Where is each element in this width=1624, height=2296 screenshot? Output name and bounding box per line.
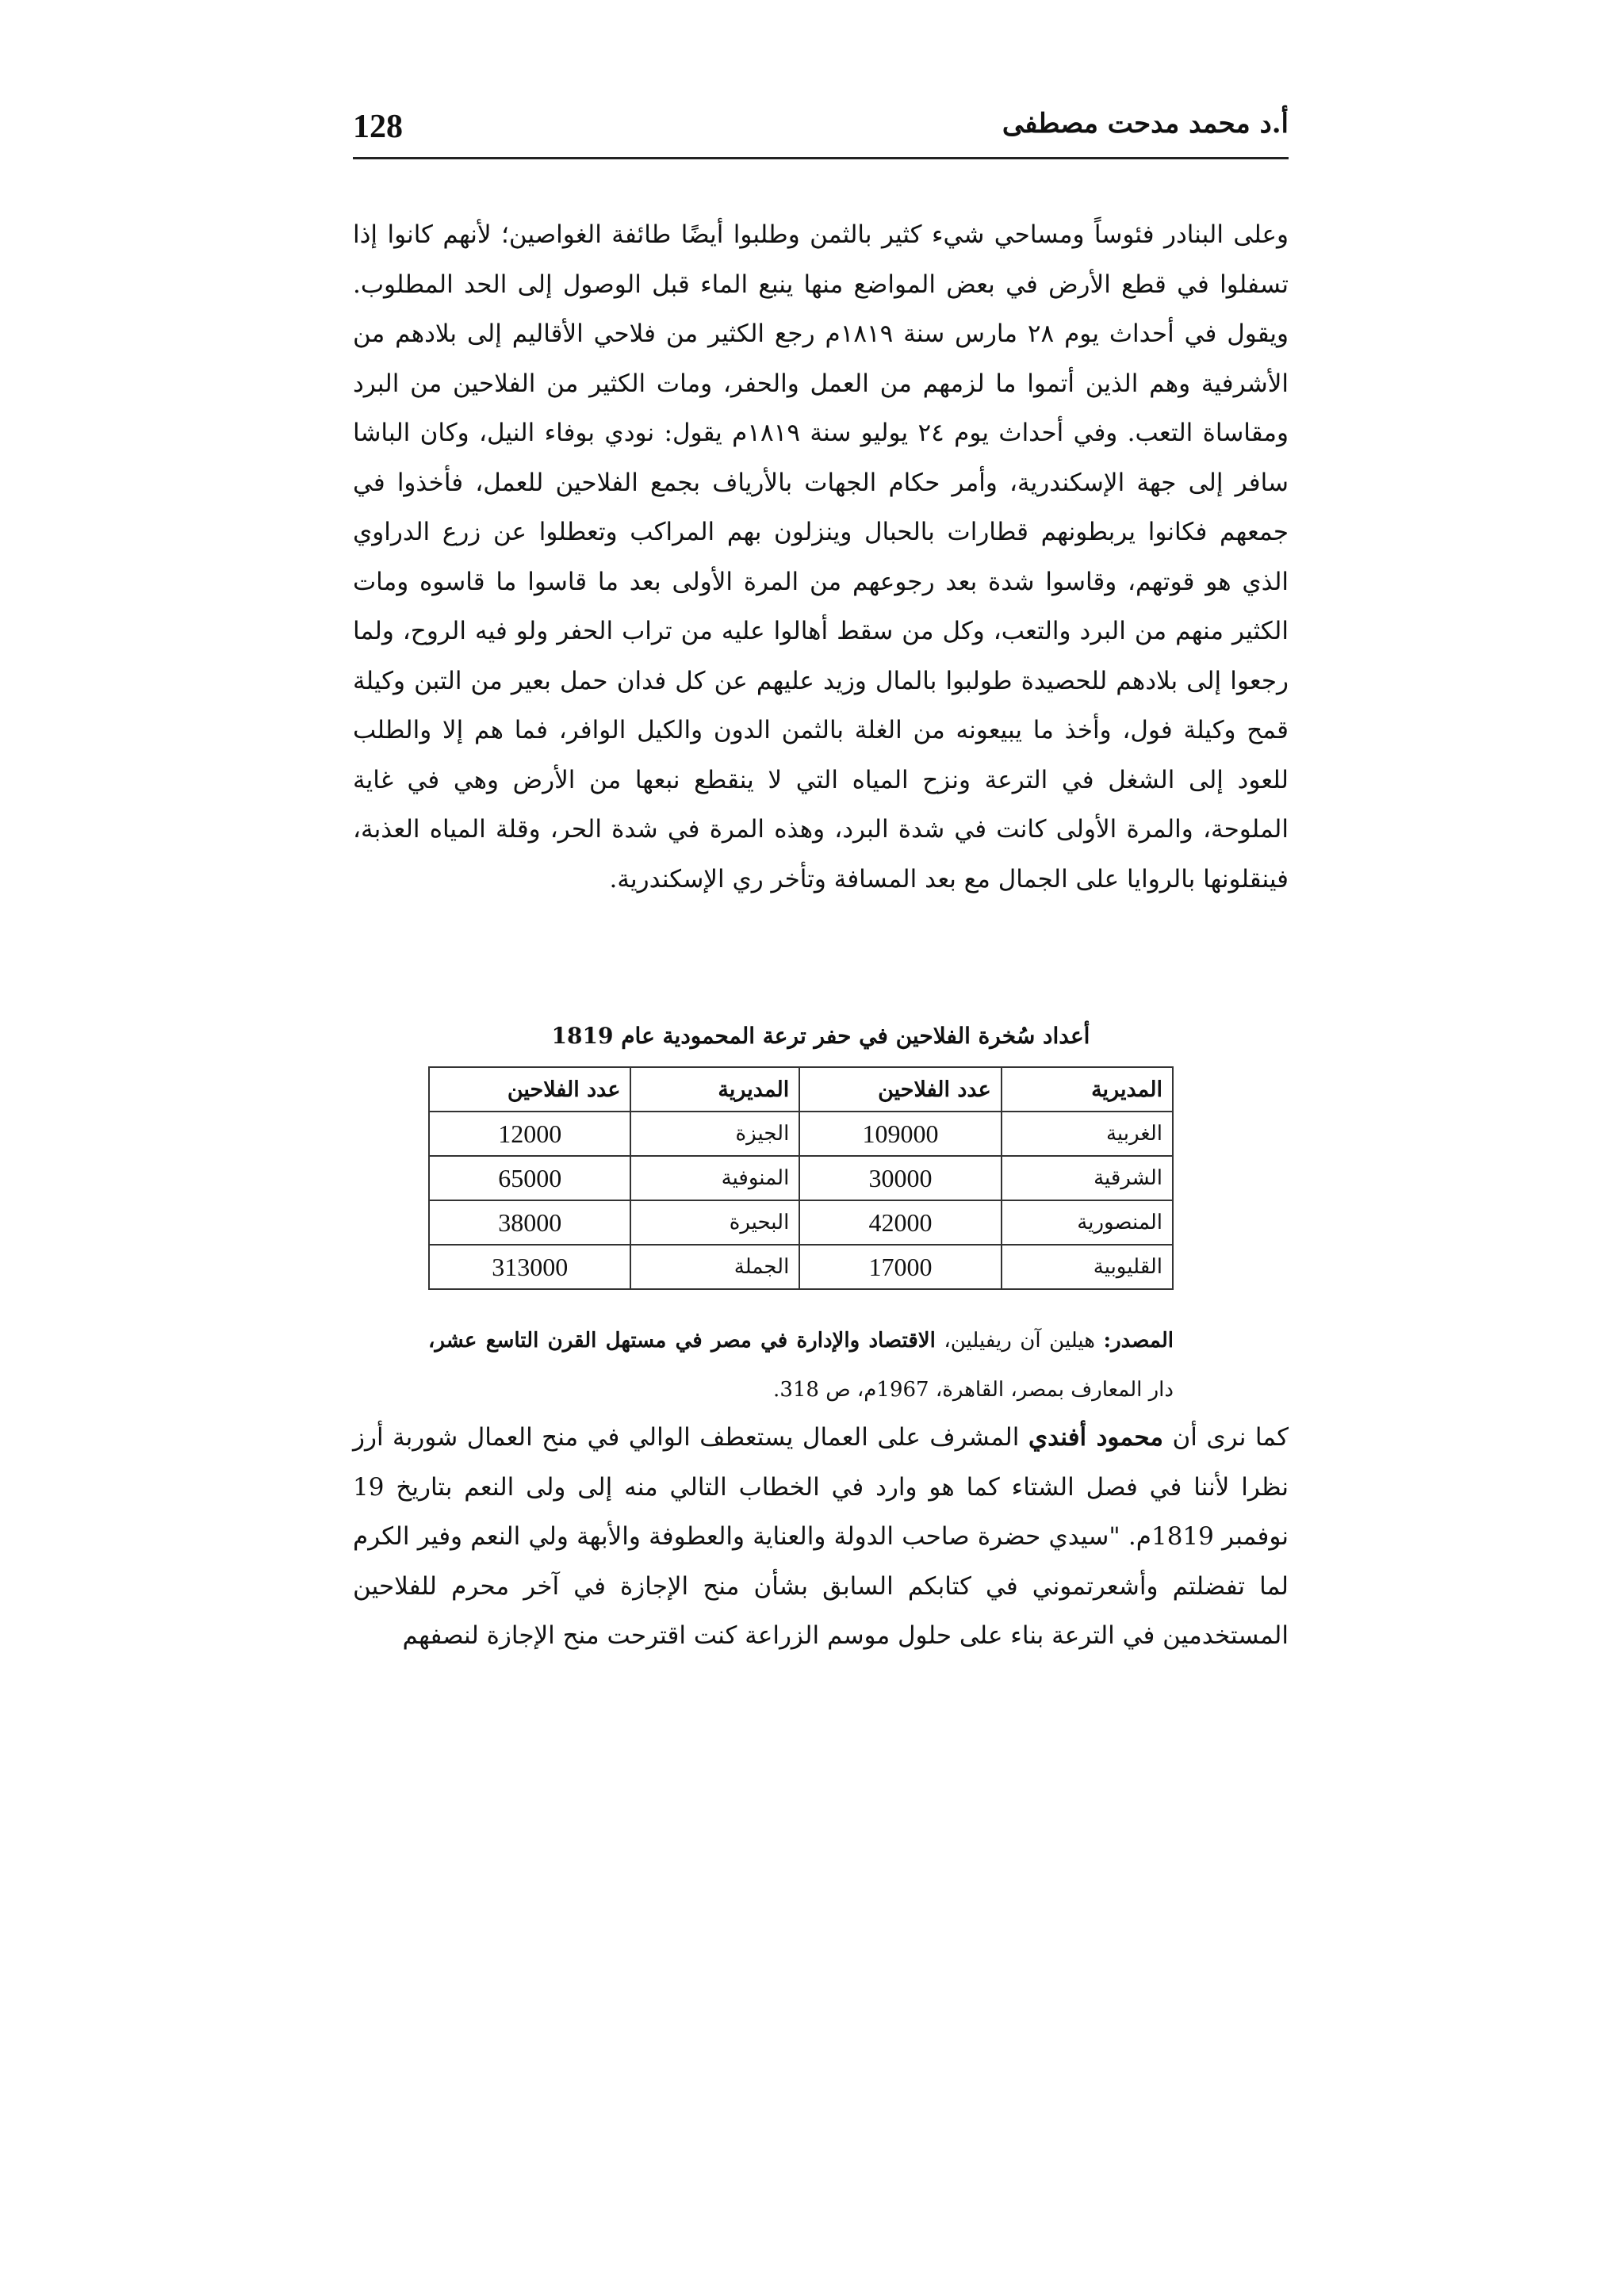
body-paragraph-1 xyxy=(353,210,1289,904)
data-table xyxy=(428,1066,1174,1290)
table-cell: الجيزة xyxy=(630,1112,799,1156)
column-header: عدد الفلاحين xyxy=(799,1067,1001,1112)
column-header: المديرية xyxy=(630,1067,799,1112)
column-header: المديرية xyxy=(1002,1067,1173,1112)
body-paragraph-2 xyxy=(353,1413,1289,1661)
table-row xyxy=(429,1156,1173,1200)
person-name: محمود أفندي xyxy=(1028,1423,1163,1452)
table-source-note xyxy=(428,1316,1174,1414)
running-head: أ.د محمد مدحت مصطفى xyxy=(1002,108,1289,140)
table-cell: البحيرة xyxy=(630,1200,799,1245)
table-cell: الجملة xyxy=(630,1245,799,1289)
table-caption: أعداد سُخرة الفلاحين في حفر ترعة المحمودية عام 1819 xyxy=(551,1023,1090,1049)
page-header xyxy=(353,101,1289,159)
table-cell: الغربية xyxy=(1002,1112,1173,1156)
table-cell: 65000 xyxy=(429,1156,630,1200)
table-header-row xyxy=(429,1067,1173,1112)
page-number: 128 xyxy=(353,109,403,145)
column-header: عدد الفلاحين xyxy=(429,1067,630,1112)
table-cell: الشرقية xyxy=(1002,1156,1173,1200)
table-cell: 38000 xyxy=(429,1200,630,1245)
paragraph-text: وعلى البنادر فئوساً ومساحي شيء كثير بالثمن وطلبوا أيضًا طائفة الغواصين؛ لأنهم كانوا إذا تسفلوا في قطع الأرض في بعض المواضع منها ينبع الماء قبل الوصول إلى الحد المطلوب. ويقول في أحداث يوم ٢٨ مارس سنة ١٨١٩م رجع الكثير من فلاحي الأقاليم إلى بلادهم من الأشرفية وهم الذين أتموا ما لزمهم من العمل والحفر، ومات الكثير من الفلاحين من البرد ومقاساة التعب. وفي أحداث يوم ٢٤ يوليو سنة ١٨١٩م يقول: نودي بوفاء النيل، وكان الباشا سافر إلى جهة الإسكندرية، وأمر حكام الجهات بالأرياف بجمع الفلاحين للعمل، فأخذوا في جمعهم فكانوا يربطونهم قطارات بالحبال وينزلون بهم المراكب وتعطلوا عن زرع الدراوي الذي هو قوتهم، وقاسوا شدة بعد رجوعهم من المرة الأولى بعد ما قاسوا ما قاسوه ومات الكثير منهم من البرد والتعب، وكل من سقط أهالوا عليه من تراب الحفر ولو فيه الروح، ولما رجعوا إلى بلادهم للحصيدة طولبوا بالمال وزيد عليهم عن كل فدان حمل بعير من التبن وكيلة قمح وكيلة فول، وأخذ ما يبيعونه من الغلة بالثمن الدون والكيل الوافر، فما هم إلا والطلب للعود إلى الشغل في الترعة ونزح المياه التي لا ينقطع نبعها من الأرض وهي في غاية الملوحة، والمرة الأولى كانت في شدة البرد، وهذه المرة في شدة الحر، وقلة المياه العذبة، فينقلونها بالروايا على الجمال مع بعد المسافة وتأخر ري الإسكندرية. xyxy=(353,220,1289,894)
table-cell: 109000 xyxy=(799,1112,1001,1156)
table-container xyxy=(428,1066,1174,1290)
table-row xyxy=(429,1245,1173,1289)
table-cell: المنوفية xyxy=(630,1156,799,1200)
table-cell: القليوبية xyxy=(1002,1245,1173,1289)
table-row xyxy=(429,1200,1173,1245)
table-row xyxy=(429,1112,1173,1156)
source-label: المصدر: xyxy=(1103,1329,1174,1353)
paragraph-part: كما نرى أن xyxy=(1172,1423,1289,1452)
table-cell: 30000 xyxy=(799,1156,1001,1200)
source-title: الاقتصاد والإدارة في مصر في مستهل القرن التاسع عشر، xyxy=(428,1329,936,1353)
table-cell: 17000 xyxy=(799,1245,1001,1289)
table-cell: 313000 xyxy=(429,1245,630,1289)
table-cell: 12000 xyxy=(429,1112,630,1156)
source-author: هيلين آن ريفيلين، xyxy=(944,1329,1095,1353)
table-cell: 42000 xyxy=(799,1200,1001,1245)
paragraph-text xyxy=(353,1413,1289,1661)
table-cell: المنصورية xyxy=(1002,1200,1173,1245)
source-details: دار المعارف بمصر، القاهرة، 1967م، ص 318. xyxy=(773,1378,1174,1402)
paragraph-part: المشرف على العمال يستعطف الوالي في منح العمال شوربة أرز نظرا لأننا في فصل الشتاء كما هو وارد في الخطاب التالي منه إلى ولى النعم بتاريخ 19 نوفمبر 1819م. "سيدي حضرة صاحب الدولة والعناية والعطوفة والأبهة ولي النعم وفير الكرم لما تفضلتم وأشعرتموني في كتابكم السابق بشأن منح الإجازة في آخر محرم للفلاحين المستخدمين في الترعة بناء على حلول موسم الزراعة كنت اقترحت منح الإجازة لنصفهم xyxy=(353,1423,1289,1650)
